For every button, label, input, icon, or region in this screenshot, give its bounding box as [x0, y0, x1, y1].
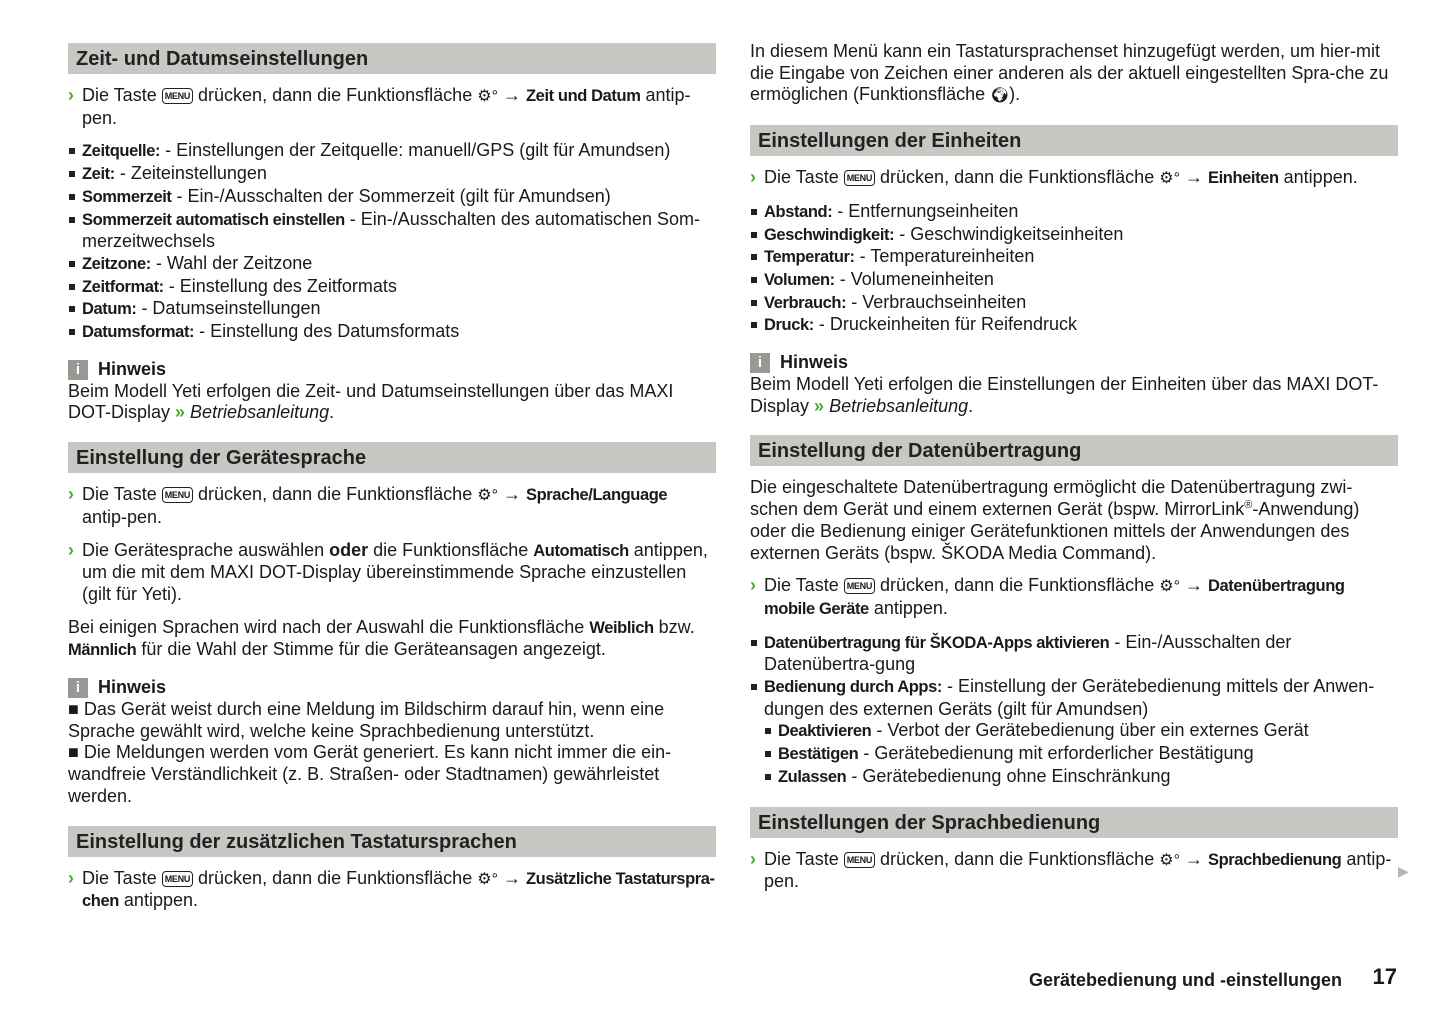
- reference-title: Betriebsanleitung: [190, 402, 330, 423]
- ui-term: Datumsformat:: [82, 323, 195, 342]
- list-item: Temperatur: - Temperatureinheiten: [750, 246, 1398, 269]
- bullet-square-icon: [751, 277, 757, 283]
- footer-section-title: Gerätebedienung und -einstellungen: [1028, 970, 1342, 990]
- bullet-list: [68, 140, 716, 343]
- instruction-step: › Die Taste MENU drücken, dann die Funktionsfläche ⚙° → Zeit und Datum antip-pen.: [68, 85, 691, 128]
- ui-term: Zeit und Datum: [525, 87, 641, 105]
- settings-gear-icon: ⚙°: [477, 88, 498, 105]
- ui-term: Zeitzone:: [82, 254, 151, 273]
- list-item: Deaktivieren - Verbot der Gerätebedienung über ein externes Gerät: [764, 720, 1398, 743]
- step-arrow-icon: ›: [750, 848, 756, 869]
- instruction-step: › Die Taste MENU drücken, dann die Funktionsfläche ⚙° → Sprache/Language antip-pen.: [68, 484, 668, 527]
- note-box: [68, 677, 716, 808]
- bullet-square-icon: [765, 751, 771, 757]
- note-title: [750, 352, 1398, 374]
- instruction-step: › Die Taste MENU drücken, dann die Funktionsfläche ⚙° → Datenübertragung mobile Geräte antippen.: [750, 575, 1345, 618]
- ui-term: Zusätzliche Tastaturspra-chen: [82, 869, 715, 911]
- ui-term: Sprachbedienung: [1207, 850, 1342, 869]
- bullet-square-icon: [751, 322, 757, 328]
- note-box: [750, 352, 1398, 417]
- info-icon: i: [750, 353, 770, 373]
- bullet-square-icon: [69, 217, 75, 223]
- emphasis: oder: [329, 539, 369, 560]
- bullet-square-icon: [751, 300, 757, 306]
- note-label: Hinweis: [98, 358, 167, 379]
- globe-icon: 🌍︎: [990, 87, 1010, 105]
- section-heading: Einstellungen der Sprachbedienung: [750, 807, 1398, 838]
- list-item: Zeitformat: - Einstellung des Zeitformats: [68, 276, 716, 299]
- step-arrow-icon: ›: [750, 167, 756, 188]
- settings-gear-icon: ⚙°: [477, 487, 498, 505]
- menu-key-icon: MENU: [162, 487, 193, 503]
- settings-gear-icon: ⚙°: [1159, 170, 1180, 188]
- instruction-step: › Die Gerätesprache auswählen oder die Funktionsfläche Automatisch antippen, um die mit dem MAXI DOT-Display übereinstimmende Sprache einzustellen (gilt für Yeti).: [68, 539, 708, 604]
- list-item: Sommerzeit - Ein-/Ausschalten der Sommerzeit (gilt für Amundsen): [68, 186, 716, 209]
- section-heading: Einstellung der zusätzlichen Tastatursprachen: [68, 826, 716, 857]
- ui-term: Deaktivieren: [778, 722, 872, 741]
- section-heading: Einstellungen der Einheiten: [750, 125, 1398, 156]
- ui-term: Zeit:: [82, 165, 115, 184]
- list-item: Datum: - Datumseinstellungen: [68, 298, 716, 321]
- bullet-square-icon: [765, 774, 771, 780]
- list-item: Datumsformat: - Einstellung des Datumsformats: [68, 321, 716, 344]
- settings-gear-icon: ⚙°: [477, 870, 498, 888]
- bullet-square-icon: [751, 232, 757, 238]
- ui-term: Sommerzeit: [82, 187, 172, 206]
- menu-key-icon: MENU: [844, 578, 875, 594]
- note-box: [68, 359, 716, 424]
- note-title: [68, 677, 716, 699]
- ui-term: Bestätigen: [778, 745, 859, 764]
- ui-term: Männlich: [68, 641, 137, 660]
- ui-term: Zeitformat:: [82, 277, 164, 296]
- section-heading: Einstellung der Gerätesprache: [68, 442, 716, 473]
- page-number: 17: [1372, 964, 1397, 989]
- bullet-list: [750, 632, 1398, 789]
- ui-term: Verbrauch:: [764, 293, 847, 312]
- step-arrow-icon: ›: [68, 539, 74, 560]
- note-label: Hinweis: [780, 352, 849, 373]
- ui-term: Bedienung durch Apps:: [764, 678, 942, 697]
- bullet-square-icon: [765, 728, 771, 734]
- paragraph: In diesem Menü kann ein Tastatursprachenset hinzugefügt werden, um hier-mit die Eingabe von Zeichen einer anderen als der aktuell eingestellten Spra-che zu ermöglichen (Funktionsfläche 🌍︎).: [750, 41, 1389, 105]
- menu-key-icon: MENU: [162, 88, 193, 104]
- reference-arrow-icon: »: [175, 402, 186, 423]
- ui-term: Zeitquelle:: [82, 142, 161, 161]
- note-text: ■ Die Meldungen werden vom Gerät generiert. Es kann nicht immer die ein-wandfreie Verständlichkeit (z. B. Straßen- oder Stadtnamen) gewährleistet werden.: [68, 742, 672, 806]
- step-arrow-icon: ›: [68, 867, 74, 888]
- ui-term: Datum:: [82, 300, 137, 319]
- bullet-square-icon: [751, 684, 757, 690]
- list-item: Zeitquelle: - Einstellungen der Zeitquelle: manuell/GPS (gilt für Amundsen): [68, 140, 716, 163]
- list-item: Abstand: - Entfernungseinheiten: [750, 201, 1398, 224]
- list-item: Zeitzone: - Wahl der Zeitzone: [68, 253, 716, 276]
- bullet-square-icon: [69, 329, 75, 335]
- paragraph: Bei einigen Sprachen wird nach der Auswahl die Funktionsfläche Weiblich bzw. Männlich für die Wahl der Stimme für die Geräteansagen angezeigt.: [68, 616, 695, 660]
- bullet-square-icon: [69, 306, 75, 312]
- bullet-square-icon: [751, 254, 757, 260]
- section-heading: Einstellung der Datenübertragung: [750, 435, 1398, 466]
- list-item: Datenübertragung für ŠKODA-Apps aktivieren - Ein-/Ausschalten der Datenübertra-gung: [750, 632, 1398, 676]
- note-text: ■ Das Gerät weist durch eine Meldung im Bildschirm darauf hin, wenn eine Sprache gewählt wird, welche keine Sprachbedienung unterstützt.: [68, 699, 665, 741]
- list-item: Volumen: - Volumeneinheiten: [750, 269, 1398, 292]
- ui-term: Geschwindigkeit:: [764, 225, 895, 244]
- list-item: Druck: - Druckeinheiten für Reifendruck: [750, 314, 1398, 337]
- ui-term: Abstand:: [764, 202, 833, 221]
- bullet-square-icon: [69, 284, 75, 290]
- bullet-list: [750, 201, 1398, 337]
- note-text: Beim Modell Yeti erfolgen die Einstellungen der Einheiten über das MAXI DOT-Display » Betriebsanleitung.: [750, 374, 1379, 416]
- bullet-square-icon: [69, 171, 75, 177]
- settings-gear-icon: ⚙°: [1159, 578, 1180, 596]
- list-item: Verbrauch: - Verbrauchseinheiten: [750, 292, 1398, 315]
- settings-gear-icon: ⚙°: [1159, 851, 1180, 869]
- menu-key-icon: MENU: [162, 871, 193, 887]
- next-page-arrow-icon: ▶: [1398, 863, 1409, 879]
- bullet-square-icon: [69, 261, 75, 267]
- note-text: Beim Modell Yeti erfolgen die Zeit- und Datumseinstellungen über das MAXI DOT-Display » Betriebsanleitung.: [68, 380, 674, 423]
- step-arrow-icon: ›: [68, 85, 74, 105]
- list-item: Sommerzeit automatisch einstellen - Ein-/Ausschalten des automatischen Som-merzeitwechsels: [68, 209, 716, 253]
- ui-term: Sprache/Language: [525, 486, 668, 505]
- paragraph: Die eingeschaltete Datenübertragung ermöglicht die Datenübertragung zwi-schen dem Gerät und einem externen Gerät (bspw. MirrorLink®-Anwendung) oder die Bedienung einiger Gerätefunktionen mittels der Anwendungen des externen Geräts (bspw. ŠKODA Media Command).: [750, 477, 1360, 563]
- menu-key-icon: MENU: [844, 170, 875, 186]
- info-icon: i: [68, 360, 88, 380]
- menu-key-icon: MENU: [844, 852, 875, 868]
- ui-term: Zulassen: [778, 767, 847, 786]
- ui-term: Datenübertragung für ŠKODA-Apps aktivieren: [764, 633, 1110, 652]
- reference-arrow-icon: »: [814, 395, 825, 416]
- bullet-square-icon: [69, 194, 75, 200]
- bullet-square-icon: [751, 640, 757, 646]
- instruction-step: › Die Taste MENU drücken, dann die Funktionsfläche ⚙° → Einheiten antippen.: [750, 167, 1358, 188]
- left-column: [68, 43, 716, 924]
- step-arrow-icon: ›: [750, 575, 756, 596]
- list-item: Bestätigen - Gerätebedienung mit erforderlicher Bestätigung: [764, 743, 1398, 766]
- ui-term: Weiblich: [589, 618, 654, 637]
- list-item: Zeit: - Zeiteinstellungen: [68, 163, 716, 186]
- ui-term: Automatisch: [533, 541, 629, 560]
- ui-term: Sommerzeit automatisch einstellen: [82, 210, 345, 229]
- ui-term: Datenübertragung mobile Geräte: [764, 577, 1345, 618]
- instruction-step: › Die Taste MENU drücken, dann die Funktionsfläche ⚙° → Sprachbedienung antip-pen.: [750, 848, 1392, 892]
- right-column: [750, 41, 1398, 904]
- ui-term: Einheiten: [1207, 169, 1279, 188]
- instruction-step: › Die Taste MENU drücken, dann die Funktionsfläche ⚙° → Zusätzliche Tastaturspra-chen antippen.: [68, 867, 715, 911]
- ui-term: Druck:: [764, 316, 814, 335]
- registered-mark: ®: [1244, 499, 1253, 512]
- reference-title: Betriebsanleitung: [829, 395, 969, 416]
- list-item: Zulassen - Gerätebedienung ohne Einschränkung: [764, 766, 1398, 789]
- list-item: Bedienung durch Apps: - Einstellung der Gerätebedienung mittels der Anwen-dungen des externen Geräts (gilt für Amundsen): [750, 676, 1398, 720]
- info-icon: i: [68, 678, 88, 698]
- bullet-square-icon: [69, 148, 75, 154]
- ui-term: Temperatur:: [764, 248, 855, 267]
- ui-term: Volumen:: [764, 270, 835, 289]
- section-heading: Zeit- und Datumseinstellungen: [68, 43, 716, 74]
- note-label: Hinweis: [98, 677, 167, 698]
- list-item: Geschwindigkeit: - Geschwindigkeitseinheiten: [750, 224, 1398, 247]
- step-arrow-icon: ›: [68, 484, 74, 505]
- bullet-square-icon: [751, 209, 757, 215]
- note-title: [68, 359, 716, 381]
